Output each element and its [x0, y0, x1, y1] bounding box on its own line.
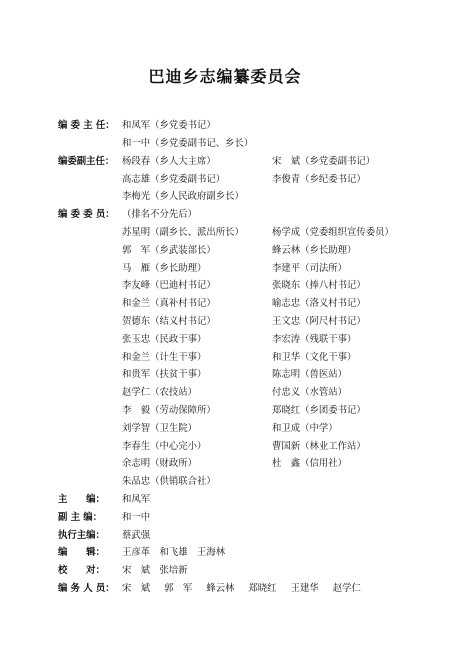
- committee-row: [58, 420, 438, 438]
- committee-row: [58, 331, 438, 349]
- deputy-editor-value: 和一中: [122, 511, 151, 523]
- member: 郭 军（乡武装部长）: [122, 244, 216, 256]
- editors-label: 编 辑：: [58, 547, 105, 559]
- proofreading-value: 宋 斌 张培新: [122, 565, 188, 577]
- staff-label: 编 务 人 员：: [58, 582, 115, 594]
- member: 贺德东（结义村书记）: [122, 315, 216, 327]
- committee-row: [58, 473, 438, 491]
- member: 李宏涛（残联干事）: [272, 333, 357, 345]
- member: 和贵军（扶贫干事）: [122, 369, 207, 381]
- deputy-editor-row: [58, 509, 438, 527]
- deputy-row: [58, 188, 438, 206]
- member: 余志明（财政所）: [122, 458, 198, 470]
- member: 杜 鑫（信用社）: [272, 458, 348, 470]
- committee-row: [58, 348, 438, 366]
- member: 朱品忠（供销联合社）: [122, 476, 216, 488]
- staff-list: [122, 584, 361, 593]
- member: 李俊青（乡纪委书记）: [272, 173, 366, 185]
- staff-member: 王建华: [290, 582, 319, 594]
- deputy-label: 编委副主任：: [58, 155, 115, 167]
- committee-list: [58, 117, 438, 598]
- deputy-row: [58, 153, 438, 171]
- member: 和卫成（中学）: [272, 422, 338, 434]
- director-row: [58, 135, 438, 153]
- chief-editor-value: 和凤军: [122, 493, 151, 505]
- committee-note: （排名不分先后）: [122, 209, 198, 221]
- executive-editor-row: [58, 526, 438, 544]
- committee-row: [58, 242, 438, 260]
- committee-label: 编 委 委 员：: [58, 209, 115, 221]
- member: 和金兰（真补村书记）: [122, 298, 216, 310]
- committee-row: [58, 313, 438, 331]
- member: 宋 斌（乡党委副书记）: [272, 155, 376, 167]
- member: 刘学智（卫生院）: [122, 422, 198, 434]
- editors-row: [58, 544, 438, 562]
- member: 和一中（乡党委副书记、乡长）: [122, 137, 254, 149]
- committee-row: [58, 295, 438, 313]
- proofreading-label: 校 对：: [58, 565, 105, 577]
- member: 高志雄（乡党委副书记）: [122, 173, 226, 185]
- member: 付忠义（水管站）: [272, 387, 348, 399]
- committee-row: [58, 277, 438, 295]
- committee-header-row: [58, 206, 438, 224]
- member: 郑晓红（乡团委书记）: [272, 404, 366, 416]
- committee-row: [58, 455, 438, 473]
- member: 张晓东（捧八村书记）: [272, 280, 366, 292]
- staff-member: 郑晓红: [248, 582, 277, 594]
- staff-row: [58, 580, 438, 598]
- member: 陈志明（兽医站）: [272, 369, 348, 381]
- committee-row: [58, 437, 438, 455]
- director-label: 编 委 主 任：: [58, 120, 115, 132]
- member: 喻志忠（洛义村书记）: [272, 298, 366, 310]
- member: 李建平（司法所）: [272, 262, 348, 274]
- proofreading-row: [58, 562, 438, 580]
- chief-editor-row: [58, 491, 438, 509]
- executive-editor-value: 蔡武强: [122, 529, 151, 541]
- member: 和金兰（计生干事）: [122, 351, 207, 363]
- member: 王文忠（阿尺村书记）: [272, 315, 366, 327]
- staff-member: 郭 军: [164, 582, 193, 594]
- member: 杨段春（乡人大主席）: [122, 155, 216, 167]
- committee-row: [58, 224, 438, 242]
- committee-row: [58, 366, 438, 384]
- member: 苏星明（副乡长、派出所长）: [122, 226, 244, 238]
- director-row: [58, 117, 438, 135]
- member: 蜂云林（乡长助理）: [272, 244, 357, 256]
- member: 李梅光（乡人民政府副乡长）: [122, 191, 244, 203]
- committee-row: [58, 384, 438, 402]
- committee-row: [58, 402, 438, 420]
- member: 和卫华（文化干事）: [272, 351, 357, 363]
- member: 李友峰（巴迪村书记）: [122, 280, 216, 292]
- deputy-row: [58, 170, 438, 188]
- member: 张玉忠（民政干事）: [122, 333, 207, 345]
- committee-row: [58, 259, 438, 277]
- member: 马 雁（乡长助理）: [122, 262, 207, 274]
- page-title: 巴迪乡志编纂委员会: [148, 67, 302, 86]
- deputy-editor-label: 副 主 编：: [58, 511, 103, 523]
- staff-member: 宋 斌: [122, 582, 151, 594]
- editors-value: 王彦革 和飞雄 王海林: [122, 547, 226, 559]
- committee-rows: [58, 224, 438, 491]
- member: 李春生（中心完小）: [122, 440, 207, 452]
- staff-member: 赵学仁: [332, 582, 361, 594]
- member: 曹国新（林业工作站）: [272, 440, 366, 452]
- member: 杨学成（党委组织宣传委员）: [272, 226, 394, 238]
- member: 和凤军（乡党委书记）: [122, 120, 216, 132]
- chief-editor-label: 主 编：: [58, 493, 105, 505]
- executive-editor-label: 执行主编：: [58, 529, 105, 541]
- member: 赵学仁（农技站）: [122, 387, 198, 399]
- member: 李 毅（劳动保障所）: [122, 404, 216, 416]
- staff-member: 蜂云林: [206, 582, 235, 594]
